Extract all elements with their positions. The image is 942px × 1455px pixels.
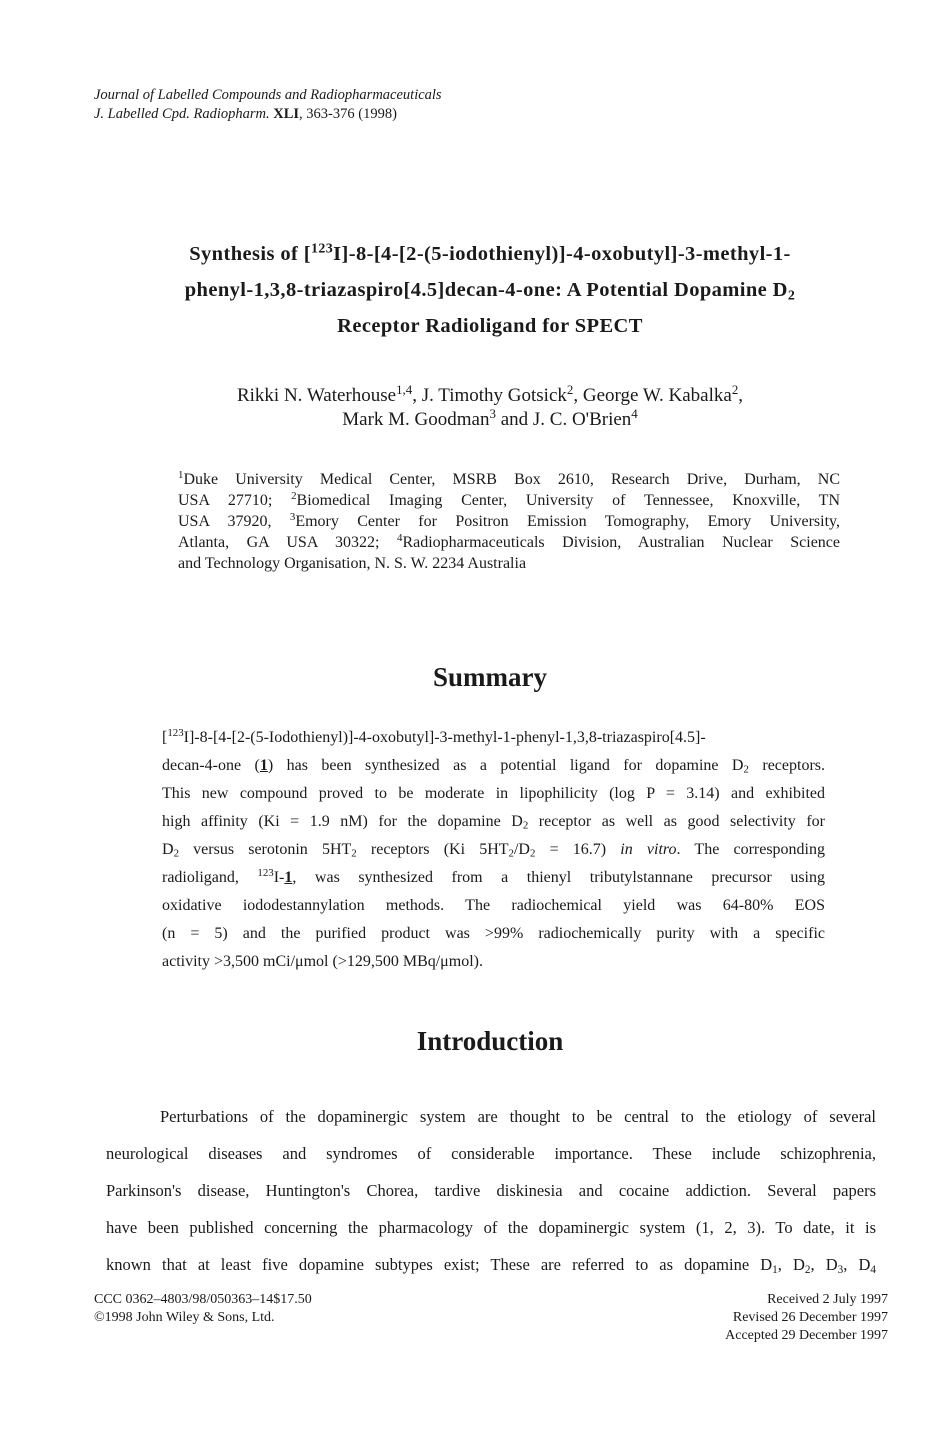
text: versus serotonin 5HT (179, 841, 352, 858)
affil-text: Duke University Medical Center, MSRB Box 2610, Research Drive, Durham, NC (183, 471, 840, 488)
isotope-mark: 123 (257, 867, 274, 880)
text: /D (513, 841, 530, 858)
copyright: ©1998 John Wiley & Sons, Ltd. (94, 1310, 275, 1325)
affil-mark: 1 (178, 469, 184, 482)
affil-text: USA 37920, (178, 513, 290, 530)
author-affil-mark: 3 (489, 405, 496, 421)
paper-title (110, 236, 870, 344)
author-affil-mark: 4 (631, 405, 638, 421)
affil-mark: 2 (291, 490, 297, 503)
author-name: Mark M. Goodman (342, 409, 490, 430)
intro-line: have been published concerning the pharmacology of the dopaminergic system (1, 2, 3). To date, it is (106, 1218, 876, 1237)
affiliation-line (178, 532, 840, 553)
author-name: , George W. Kabalka (573, 385, 732, 406)
journal-name: Journal of Labelled Compounds and Radiopharmaceuticals (94, 87, 442, 103)
footer-dates (725, 1291, 888, 1345)
text: decan-4-one ( (162, 757, 260, 774)
italic-text: in vitro (620, 841, 677, 858)
text: I]-8-[4-[2-(5-Iodothienyl)]-4-oxobutyl]-3-methyl-1-phenyl-1,3,8-triazaspiro[4.5]- (183, 729, 706, 746)
affiliation-line: and Technology Organisation, N. S. W. 2234 Australia (178, 555, 527, 572)
subscript: 2 (522, 819, 529, 832)
intro-line: Parkinson's disease, Huntington's Chorea, tardive diskinesia and cocaine addiction. Several papers (106, 1181, 876, 1200)
summary-line: This new compound proved to be moderate in lipophilicity (log P = 3.14) and exhibited (162, 785, 825, 802)
summary-line: activity >3,500 mCi/μmol (>129,500 MBq/μmol). (162, 953, 483, 970)
affiliation-line (178, 511, 840, 532)
title-text: I]-8-[4-[2-(5-iodothienyl)]-4-oxobutyl]-3-methyl-1- (333, 243, 791, 265)
text: high affinity (Ki = 1.9 nM) for the dopamine D (162, 813, 523, 830)
title-text: phenyl-1,3,8-triazaspiro[4.5]decan-4-one: A Potential Dopamine D (184, 279, 788, 301)
text: D (162, 841, 174, 858)
affiliations (178, 469, 840, 574)
introduction-heading: Introduction (416, 1026, 564, 1056)
authors-line-2 (110, 405, 870, 432)
title-line-1 (110, 236, 870, 272)
summary-line: (n = 5) and the purified product was >99% radiochemically purity with a specific (162, 925, 825, 942)
subscript: 2 (804, 1263, 811, 1276)
intro-line: Perturbations of the dopaminergic system are thought to be central to the etiology of several (160, 1107, 876, 1126)
author-affil-mark: 2 (731, 381, 739, 397)
journal-pages: , 363-376 (1998) (299, 106, 397, 122)
intro-line (106, 1246, 876, 1283)
author-separator: , (738, 385, 744, 406)
journal-volume: XLI (273, 106, 300, 122)
author-affil-mark: 2 (566, 381, 574, 397)
affiliation-line (178, 469, 840, 490)
affil-mark: 4 (397, 532, 403, 545)
subscript: 2 (173, 847, 179, 860)
affil-mark: 3 (289, 511, 296, 524)
title-text: Synthesis of [ (189, 243, 312, 265)
summary-line (162, 836, 825, 864)
author-affil-mark: 1,4 (396, 381, 413, 397)
authors-line-1 (110, 381, 870, 408)
subscript: 2 (529, 847, 536, 860)
text: , was synthesized from a thienyl tributylstannane precursor using (292, 869, 825, 886)
text: receptor as well as good selectivity for (528, 813, 825, 830)
text: receptors. (748, 757, 826, 774)
title-line-3: Receptor Radioligand for SPECT (337, 315, 643, 337)
text: known that at least five dopamine subtypes exist; These are referred to as dopamine D (106, 1255, 773, 1274)
author-list (110, 381, 870, 432)
author-name: and J. C. O'Brien (495, 409, 632, 430)
journal-abbrev: J. Labelled Cpd. Radiopharm. (94, 106, 270, 122)
subscript: 3 (837, 1263, 844, 1276)
accepted-date: Accepted 29 December 1997 (725, 1328, 888, 1343)
text: = 16.7) (535, 841, 621, 858)
compound-ref: 1 (259, 757, 268, 774)
text: . The corresponding (676, 841, 825, 858)
affil-text: Emory Center for Positron Emission Tomography, Emory University, (295, 513, 841, 530)
text: ) has been synthesized as a potential ligand for dopamine D (267, 757, 744, 774)
title-subscript: 2 (787, 288, 796, 304)
subscript: 4 (870, 1263, 876, 1276)
text: , D (843, 1255, 871, 1274)
footer-publication-info (94, 1291, 312, 1327)
text: receptors (Ki 5HT (356, 841, 509, 858)
author-name: Rikki N. Waterhouse (236, 385, 397, 406)
journal-citation (94, 105, 442, 124)
received-date: Received 2 July 1997 (767, 1292, 888, 1307)
subscript: 1 (772, 1263, 778, 1276)
affil-text: USA 27710; (178, 492, 292, 509)
subscript: 2 (743, 763, 749, 776)
compound-ref: 1 (284, 869, 293, 886)
summary-heading: Summary (433, 662, 547, 692)
affil-text: Radiopharmaceuticals Division, Australian Nuclear Science (402, 534, 840, 551)
text: I- (273, 869, 285, 886)
summary-body (162, 724, 825, 976)
title-isotope: 123 (311, 241, 334, 257)
intro-line: neurological diseases and syndromes of considerable importance. These include schizophrenia, (106, 1144, 876, 1163)
author-name: , J. Timothy Gotsick (412, 385, 567, 406)
subscript: 2 (508, 847, 514, 860)
text: [ (162, 729, 168, 746)
text: , D (777, 1255, 805, 1274)
summary-line (162, 808, 825, 836)
summary-line (162, 864, 825, 892)
introduction-body (106, 1098, 876, 1283)
summary-line (162, 752, 825, 780)
title-line-2 (110, 272, 870, 308)
affil-text: Biomedical Imaging Center, University of Tennessee, Knoxville, TN (296, 492, 840, 509)
affil-text: Atlanta, GA USA 30322; (178, 534, 398, 551)
ccc-code: CCC 0362–4803/98/050363–14$17.50 (94, 1292, 312, 1307)
affiliation-line (178, 490, 840, 511)
isotope-mark: 123 (167, 727, 184, 740)
summary-line (162, 724, 825, 752)
subscript: 2 (351, 847, 357, 860)
journal-header (94, 86, 442, 124)
text: radioligand, (162, 869, 258, 886)
text: , D (810, 1255, 838, 1274)
summary-line: oxidative iododestannylation methods. The radiochemical yield was 64-80% EOS (162, 897, 825, 914)
revised-date: Revised 26 December 1997 (732, 1310, 888, 1325)
